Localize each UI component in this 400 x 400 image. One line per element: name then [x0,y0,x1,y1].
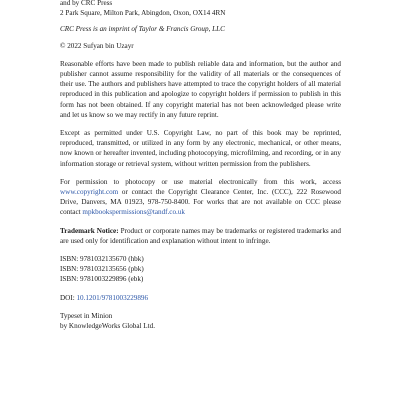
copyright-page [60,0,341,338]
typeset-by: by KnowledgeWorks Global Ltd. [60,322,156,331]
isbn-block [60,254,341,285]
permission-text-middle: or contact the Copyright Clearance Center, Inc. (CCC), 222 Rosewood Drive, Danvers, MA 01923, 978-750-8400. For works that are not available on CCC please contact [60,188,341,217]
copyright-line: © 2022 Sufyan bin Uzayr [60,41,134,50]
typeset-font: Typeset in Minion [60,311,113,320]
publisher-line: and by CRC Press [60,0,113,7]
doi-link[interactable]: 10.1201/9781003229896 [76,293,149,302]
publisher-block [60,0,341,18]
trademark-label: Trademark Notice: [60,226,119,235]
doi-line [60,293,341,303]
trademark-paragraph [60,226,341,246]
reproduction-paragraph: Except as permitted under U.S. Copyright Law, no part of this book may be reprinted, reproduced, transmitted, or utilized in any form by any electronic, mechanical, or other means, now known or hereafter invented, including photocopying, microfilming, and recording, or in any information storage or retrieval system, without written permission from the publishers. [60,129,341,168]
doi-label: DOI: [60,293,77,302]
permission-paragraph [60,177,341,218]
permission-text-before: For permission to photocopy or use material electronically from this work, access [60,177,341,186]
typeset-block [60,311,341,331]
isbn-hbk: ISBN: 9781032135670 (hbk) [60,255,144,264]
isbn-pbk: ISBN: 9781032135656 (pbk) [60,265,144,274]
imprint-note: CRC Press is an imprint of Taylor & Francis Group, LLC [60,25,225,34]
publisher-address: 2 Park Square, Milton Park, Abingdon, Oxon, OX14 4RN [60,9,226,18]
isbn-ebk: ISBN: 9781003229896 (ebk) [60,275,144,284]
copyright-com-link[interactable]: www.copyright.com [60,188,119,197]
permissions-email-link[interactable]: mpkbookspermissions@tandf.co.uk [82,208,185,217]
trademark-text: Product or corporate names may be trademarks or registered trademarks and are used only for identification and explanation without intent to infringe. [60,226,341,245]
disclaimer-paragraph: Reasonable efforts have been made to publish reliable data and information, but the author and publisher cannot assume responsibility for the validity of all materials or the consequences of their use. The authors and publishers have attempted to trace the copyright holders of all material reproduced in this publication and apologize to copyright holders if permission to publish in this form has not been obtained. If any copyright material has not been acknowledged please write and let us know so we may rectify in any future reprint. [60,59,341,119]
